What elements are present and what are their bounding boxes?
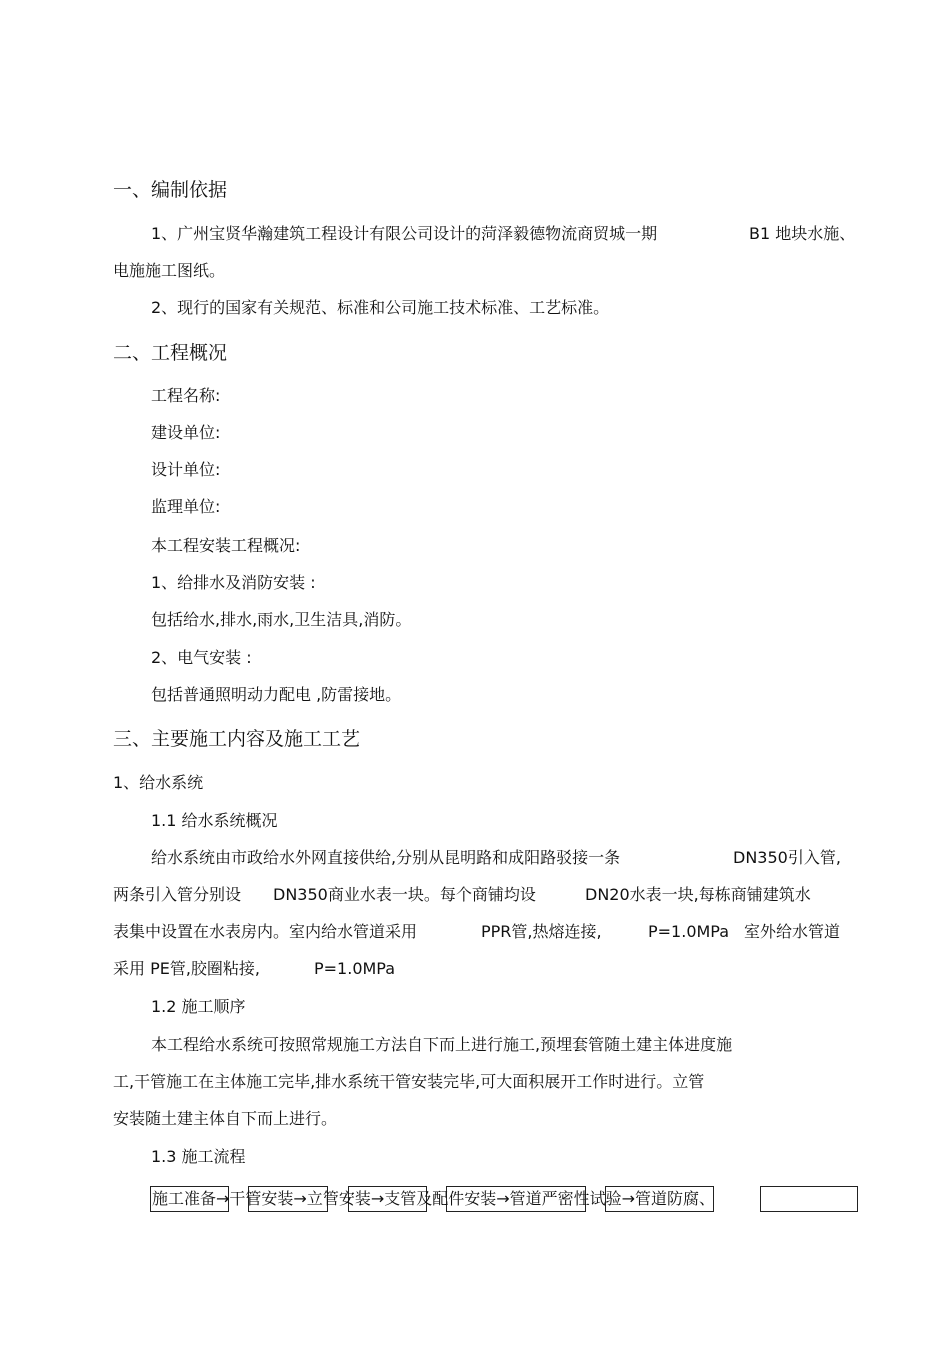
section-2-title: 二、工程概况	[113, 342, 228, 364]
para-f: 工,干管施工在主体施工完毕,排水系统干管安装完毕,可大面积展开工作时进行。立管	[113, 1072, 705, 1091]
overview-item-1: 1、给排水及消防安装 :	[151, 573, 316, 592]
para-c-2: PPR管,热熔连接,	[481, 922, 602, 941]
para-a-2: DN350引入管,	[733, 848, 841, 867]
para-g: 安装随土建主体自下而上进行。	[113, 1109, 338, 1128]
para-c-3: P=1.0MPa	[648, 922, 730, 941]
para-a-1: 给水系统由市政给水外网直接供给,分别从昆明路和成阳路驳接一条	[151, 848, 621, 867]
para-d-1: 采用 PE管,胶圈粘接,	[113, 959, 261, 978]
subsection-1-2: 1.2 施工顺序	[151, 997, 246, 1016]
section-1-title: 一、编制依据	[113, 179, 228, 201]
basis-item-1a: 1、广州宝贤华瀚建筑工程设计有限公司设计的菏泽毅德物流商贸城一期	[151, 224, 658, 243]
subsection-1-3: 1.3 施工流程	[151, 1147, 246, 1166]
designer-label: 设计单位:	[151, 460, 221, 479]
basis-item-1c: 电施施工图纸。	[113, 261, 226, 280]
supervisor-label: 监理单位:	[151, 497, 221, 516]
para-c-1: 表集中设置在水表房内。室内给水管道采用	[113, 922, 418, 941]
owner-label: 建设单位:	[151, 423, 221, 442]
basis-item-2: 2、现行的国家有关规范、标准和公司施工技术标准、工艺标准。	[151, 298, 610, 317]
para-b-1: 两条引入管分别设	[113, 885, 242, 904]
overview-item-1-desc: 包括给水,排水,雨水,卫生洁具,消防。	[151, 610, 412, 629]
overview-label: 本工程安装工程概况:	[151, 536, 301, 555]
para-e: 本工程给水系统可按照常规施工方法自下而上进行施工,预埋套管随土建主体进度施	[151, 1035, 733, 1054]
para-b-3: DN20水表一块,每栋商铺建筑水	[585, 885, 811, 904]
basis-item-1b: B1 地块水施、	[749, 224, 856, 243]
overview-item-2-desc: 包括普通照明动力配电 ,防雷接地。	[151, 685, 402, 704]
para-d-2: P=1.0MPa	[314, 959, 396, 978]
section-3-title: 三、主要施工内容及施工工艺	[113, 728, 361, 750]
construction-flow	[150, 1186, 858, 1212]
flow-text: 施工准备→干管安装→立管安装→支管及配件安装→管道严密性试验→管道防腐、	[152, 1189, 716, 1208]
overview-item-2: 2、电气安装 :	[151, 648, 252, 667]
subsection-water-supply: 1、给水系统	[113, 773, 204, 792]
subsection-1-1: 1.1 给水系统概况	[151, 811, 278, 830]
para-b-2: DN350商业水表一块。每个商铺均设	[273, 885, 536, 904]
para-c-4: 室外给水管道	[744, 922, 841, 941]
project-name-label: 工程名称:	[151, 386, 221, 405]
flow-box-anticorrosion	[760, 1186, 858, 1212]
